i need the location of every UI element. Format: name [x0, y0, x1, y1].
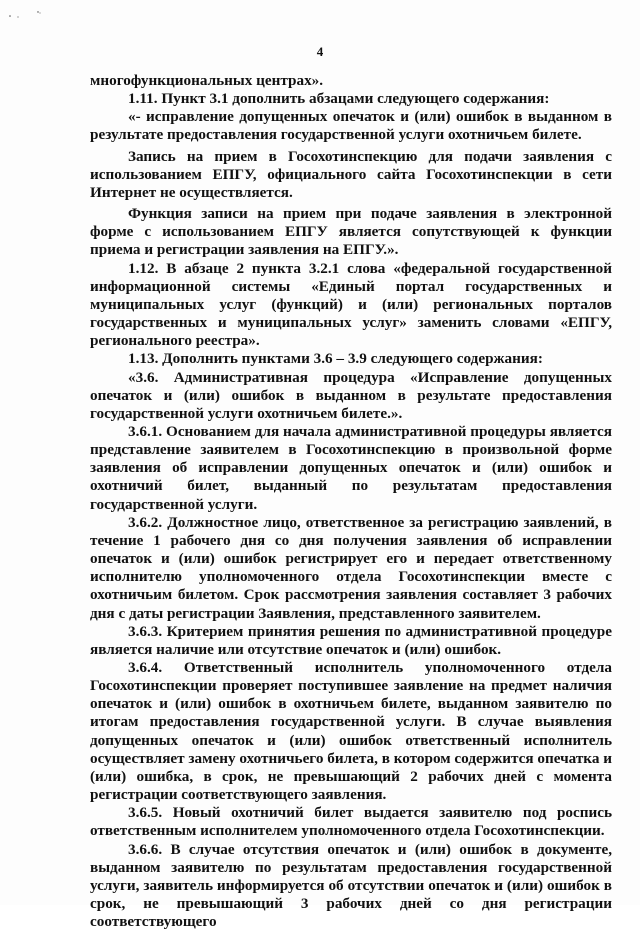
page-number: 4 — [316, 44, 324, 59]
scan-specks — [8, 8, 48, 24]
paragraph: 1.11. Пункт 3.1 дополнить абзацами следующего содержания: — [128, 90, 550, 108]
paragraph: 3.6.2. Должностное лицо, ответственное за регистрацию заявлений, в течение 1 рабочего дня со дня получения заявления об исправлении опечаток и (или) ошибок регистрирует его и передает ответственному исполнителю уполномоченного отдела Госохотинспекции вместе с охотничьим билетом. Срок рассмотрения заявления составляет 3 рабочих дня с даты регистрации Заявления, представленного заявителем. — [90, 513, 612, 622]
paragraph: 3.6.3. Критерием принятия решения по административной процедуре является наличие или отсутствие опечаток и (или) ошибок. — [90, 622, 612, 658]
paragraph: 3.6.5. Новый охотничий билет выдается заявителю под роспись ответственным исполнителем уполномоченного отдела Госохотинспекции. — [90, 804, 612, 840]
paragraph: 3.6.6. В случае отсутствия опечаток и (или) ошибок в документе, выданном заявителю по результатам предоставления государственной услуги, заявитель информируется об отсутствии опечаток и (или) ошибок в срок, не превышающий 3 рабочих дней со дня регистрации соответствующего — [90, 840, 612, 931]
paragraph: 3.6.4. Ответственный исполнитель уполномоченного отдела Госохотинспекции проверяет поступившее заявление на предмет наличия опечаток и (или) ошибок в охотничьем билете, выданном заявителю по итогам предоставления государственной услуги. В случае выявления допущенных опечаток и (или) ошибок ответственный исполнитель осуществляет замену охотничьего билета, в котором содержится опечатка и (или) ошибка, в срок, не превышающий 2 рабочих дней с момента регистрации соответствующего заявления. — [90, 659, 612, 804]
paragraph: 3.6.1. Основанием для начала административной процедуры является представление заявителем в Госохотинспекцию в произвольной форме заявления об исправлении допущенных опечаток и (или) ошибок и охотничий билет, выданный по результатам предоставления государственной услуги. — [90, 422, 612, 513]
paragraph: Запись на прием в Госохотинспекцию для подачи заявления с использованием ЕПГУ, официального сайта Госохотинспекции в сети Интернет не осуществляется. — [90, 147, 612, 201]
paragraph: «- исправление допущенных опечаток и (или) ошибок в выданном в результате предоставления государственной услуги охотничьем билете. — [90, 108, 612, 144]
paragraph: 1.12. В абзаце 2 пункта 3.2.1 слова «федеральной государственной информационной системы «Единый портал государственных и муниципальных услуг (функций) и (или) региональных порталов государственных и муниципальных услуг» заменить словами «ЕПГУ, регионального реестра». — [90, 259, 612, 350]
paragraph: 1.13. Дополнить пунктами 3.6 – 3.9 следующего содержания: — [128, 350, 543, 368]
document-body — [90, 72, 612, 931]
paragraph: многофункциональных центрах». — [90, 72, 324, 89]
paragraph: «3.6. Административная процедура «Исправление допущенных опечаток и (или) ошибок в выданном в результате предоставления государственной услуги охотничьем билете.». — [90, 368, 612, 422]
paragraph: Функция записи на прием при подаче заявления в электронной форме с использованием ЕПГУ является сопутствующей к функции приема и регистрации заявления на ЕПГУ.». — [90, 205, 612, 259]
